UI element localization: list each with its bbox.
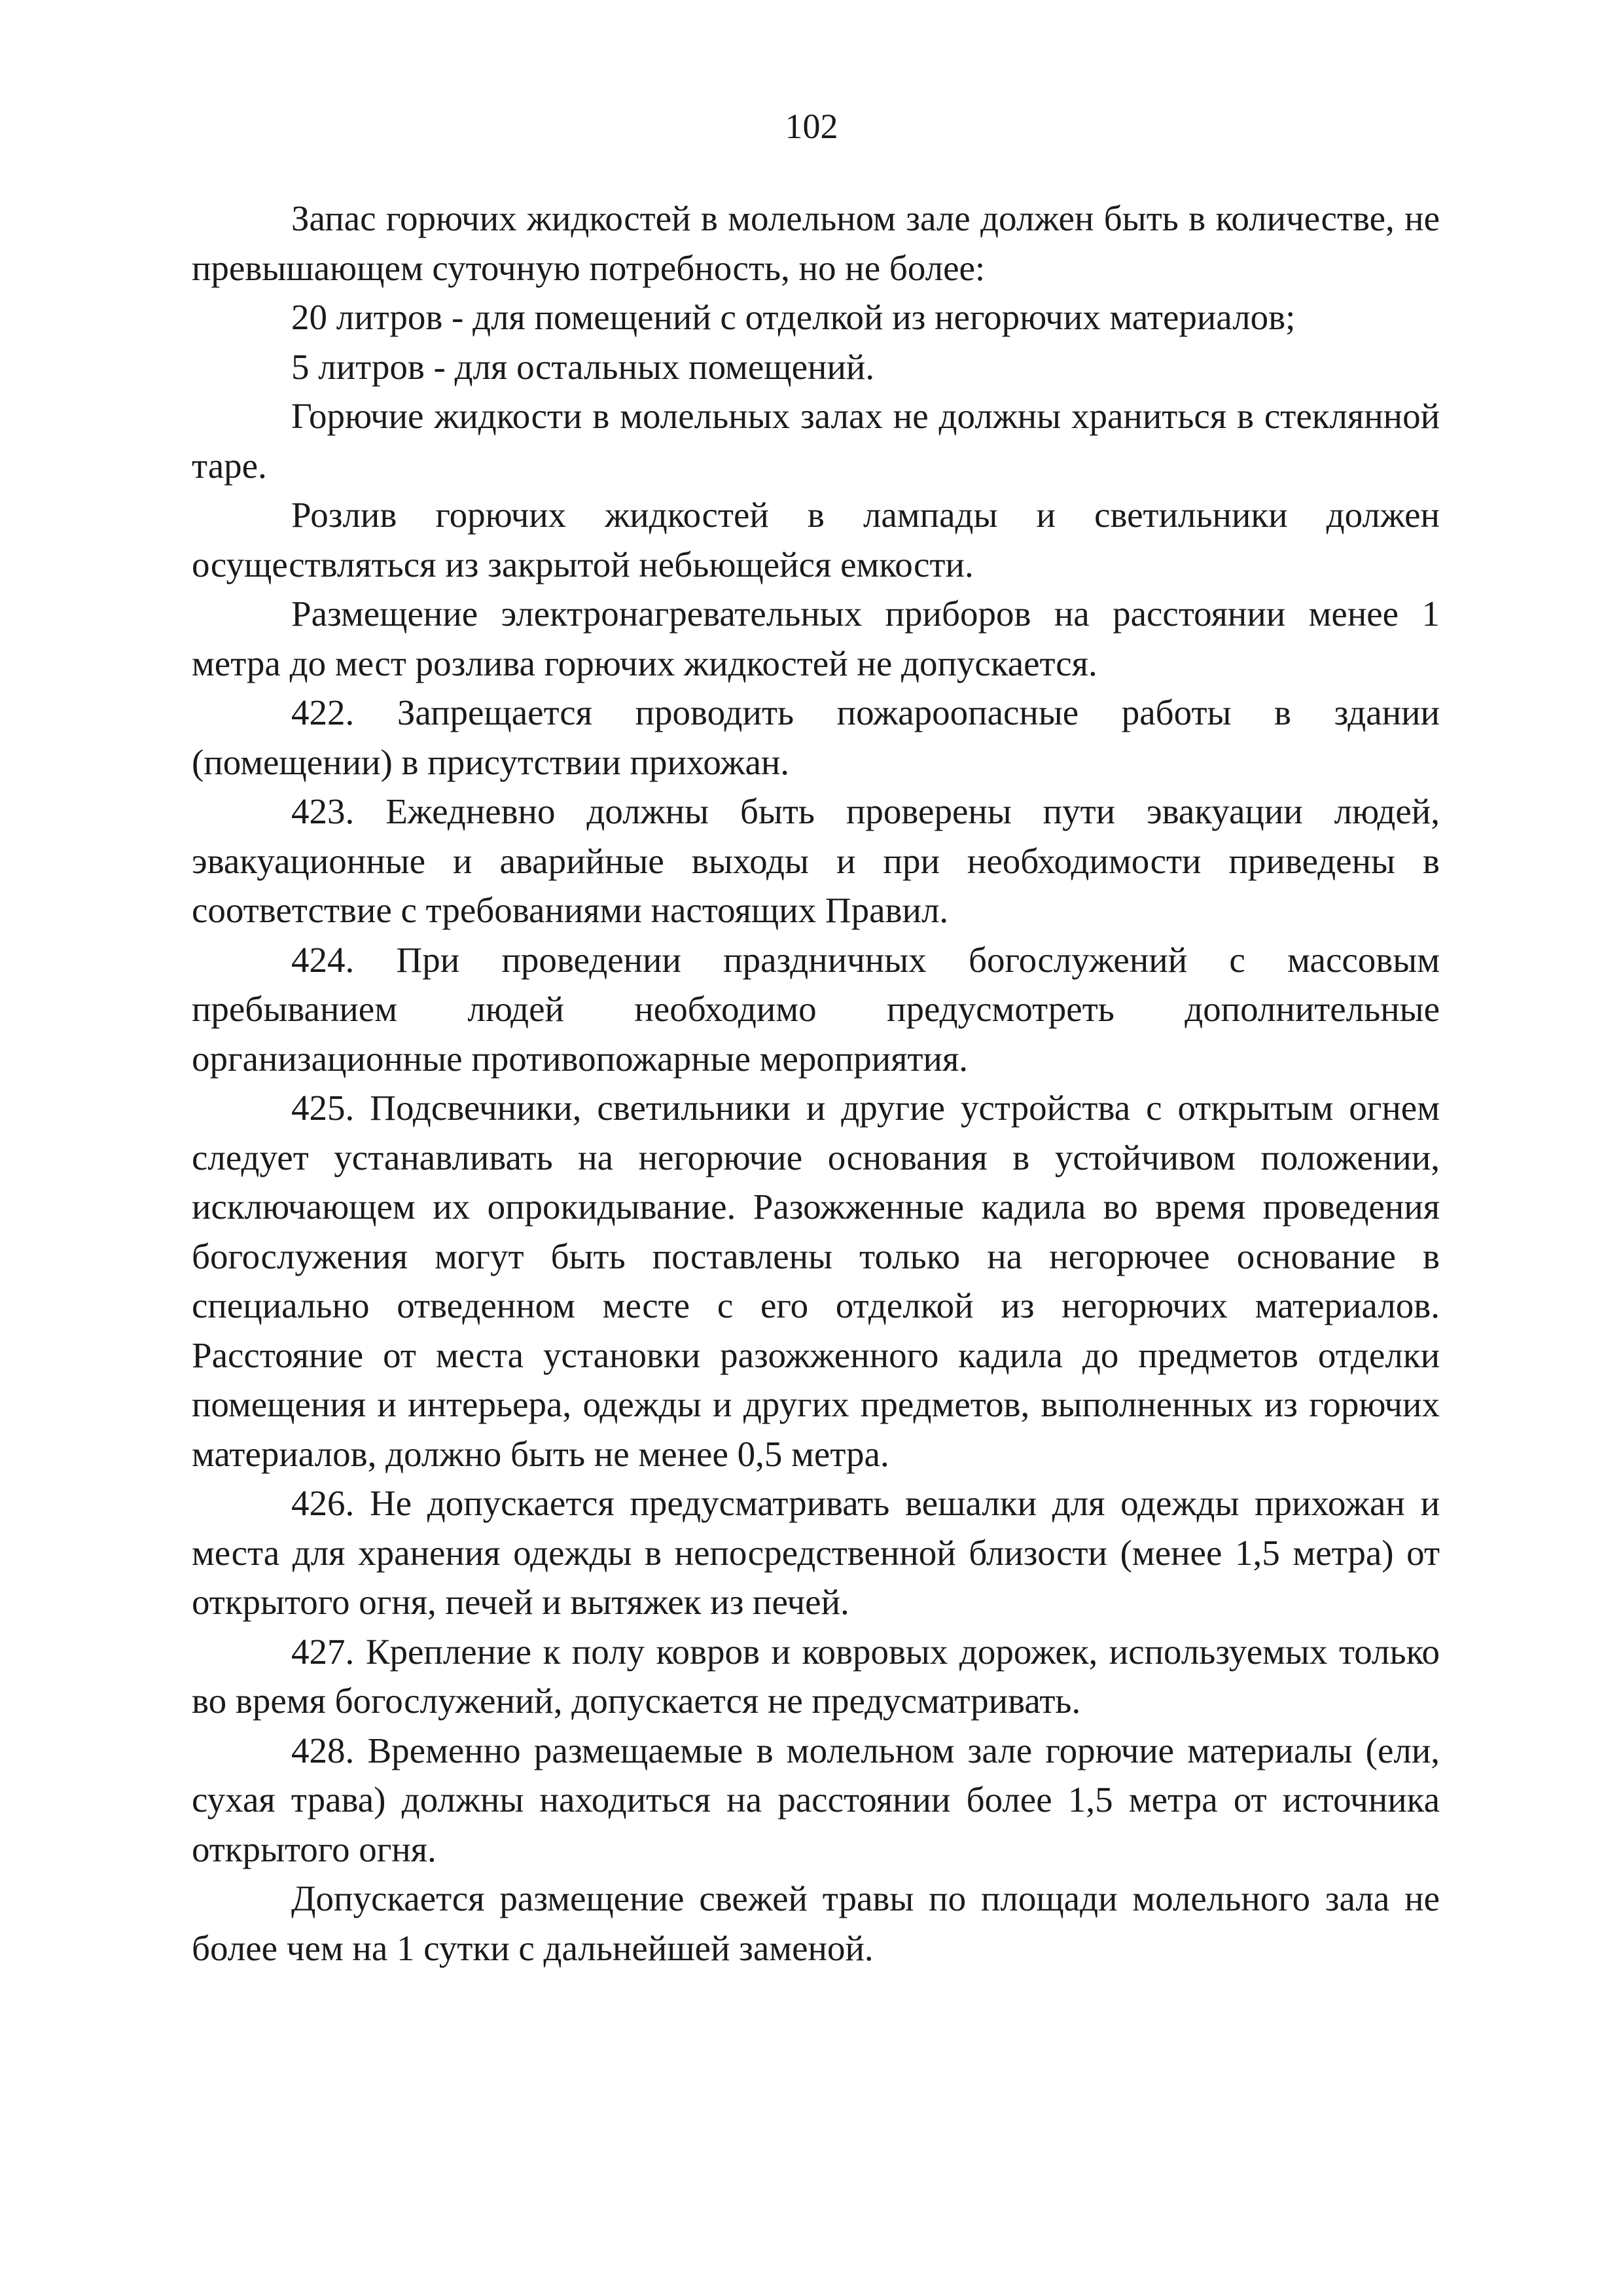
document-body: [192, 194, 1440, 1973]
paragraph-item-422: 422. Запрещается проводить пожароопасные работы в здании (помещении) в присутствии прихожан.: [192, 692, 1440, 782]
paragraph-item-427: 427. Крепление к полу ковров и ковровых дорожек, используемых только во время богослужений, допускается не предусматривать.: [192, 1631, 1440, 1721]
paragraph-electric-heaters: Размещение электронагревательных приборов на расстоянии менее 1 метра до мест розлива горючих жидкостей не допускается.: [192, 594, 1440, 683]
paragraph-pouring-fuel: Розлив горючих жидкостей в лампады и светильники должен осуществляться из закрытой небьющейся емкости.: [192, 495, 1440, 584]
paragraph-20-liters: 20 литров - для помещений с отделкой из негорючих материалов;: [291, 297, 1296, 337]
paragraph-fuel-storage-limit: Запас горючих жидкостей в молельном зале должен быть в количестве, не превышающем суточную потребность, но не более:: [192, 198, 1440, 288]
paragraph-item-428: 428. Временно размещаемые в молельном зале горючие материалы (ели, сухая трава) должны находиться на расстоянии более 1,5 метра от источника открытого огня.: [192, 1730, 1440, 1869]
paragraph-fresh-grass: Допускается размещение свежей травы по площади молельного зала не более чем на 1 сутки с дальнейшей заменой.: [192, 1878, 1440, 1968]
paragraph-item-425: 425. Подсвечники, светильники и другие устройства с открытым огнем следует устанавливать на негорючие основания в устойчивом положении, исключающем их опрокидывание. Разожженные кадила во время проведения богослужения могут быть поставлены только на негорючее основание в специально отведенном месте с его отделкой из негорючих материалов. Расстояние от места установки разожженного кадила до предметов отделки помещения и интерьера, одежды и других предметов, выполненных из горючих материалов, должно быть не менее 0,5 метра.: [192, 1088, 1440, 1474]
paragraph-item-424: 424. При проведении праздничных богослужений с массовым пребыванием людей необходимо предусмотреть дополнительные организационные противопожарные мероприятия.: [192, 939, 1440, 1079]
paragraph-item-423: 423. Ежедневно должны быть проверены пути эвакуации людей, эвакуационные и аварийные выходы и при необходимости приведены в соответствие с требованиями настоящих Правил.: [192, 791, 1440, 930]
paragraph-5-liters: 5 литров - для остальных помещений.: [291, 346, 875, 387]
paragraph-item-426: 426. Не допускается предусматривать вешалки для одежды прихожан и места для хранения одежды в непосредственной близости (менее 1,5 метра) от открытого огня, печей и вытяжек из печей.: [192, 1483, 1440, 1622]
page-number: 102: [785, 107, 838, 146]
paragraph-glass-containers: Горючие жидкости в молельных залах не должны храниться в стеклянной таре.: [192, 396, 1440, 486]
